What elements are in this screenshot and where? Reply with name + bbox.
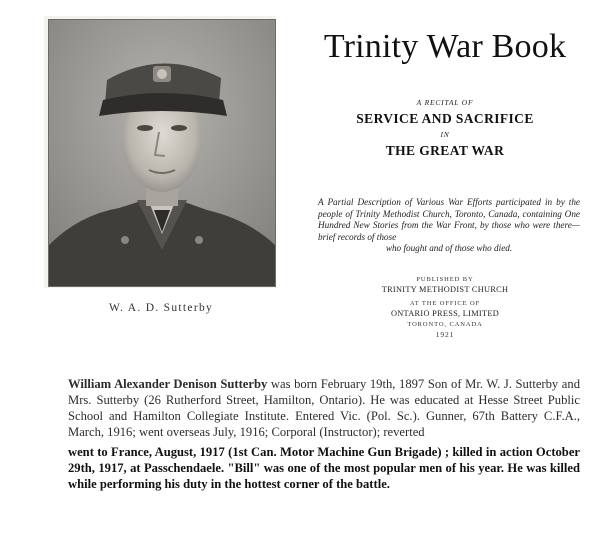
book-description <box>318 197 580 255</box>
year-label: 1921 <box>435 330 455 339</box>
at-office-label: AT THE OFFICE OF <box>409 300 481 307</box>
photo-caption: W. A. D. Sutterby <box>108 302 214 314</box>
press-name: ONTARIO PRESS, LIMITED <box>390 309 500 318</box>
subtitle-line-1: SERVICE AND SACRIFICE <box>356 111 534 126</box>
in-label: IN <box>440 130 450 139</box>
biography-paragraph-2: went to France, August, 1917 (1st Can. Motor Machine Gun Brigade) ; killed in action October 29th, 1917, at Passchendaele. "Bill" was one of the most popular men of his year. He was killed while performing his duty in the hottest corner of the battle. <box>68 445 580 491</box>
biography <box>68 376 580 492</box>
description-text: A Partial Description of Various War Efforts participated in by the people of Trinity Methodist Church, Toronto, Canada, containing One Hundred New Stories from the War Front, by those who were there—brief records of those <box>318 197 580 242</box>
book-title: Trinity War Book <box>323 28 567 65</box>
biography-text-1: was born February 19th, 1897 Son of Mr. W. J. Sutterby and Mrs. Sutterby (26 Rutherford Street, Hamilton, Ontario). He was educated at Hesse Street Public School and Hamilton Collegiate Institute. Entered Vic. (Pol. Sc.). Gunner, 67th Battery C.F.A., March, 1916; went overseas July, 1916; Corporal (Instructor); reverted <box>68 377 580 439</box>
biography-paragraph-1 <box>68 376 580 440</box>
published-by-label: PUBLISHED BY <box>416 276 474 283</box>
city-label: TORONTO, CANADA <box>407 321 483 328</box>
publisher-name: TRINITY METHODIST CHURCH <box>381 285 509 294</box>
portrait-photo <box>48 19 276 287</box>
subtitle-line-2: THE GREAT WAR <box>385 143 505 158</box>
soldier-name: William Alexander Denison Sutterby <box>68 377 268 391</box>
description-end: who fought and of those who died. <box>385 243 513 254</box>
recital-of-label: A RECITAL OF <box>416 98 474 107</box>
